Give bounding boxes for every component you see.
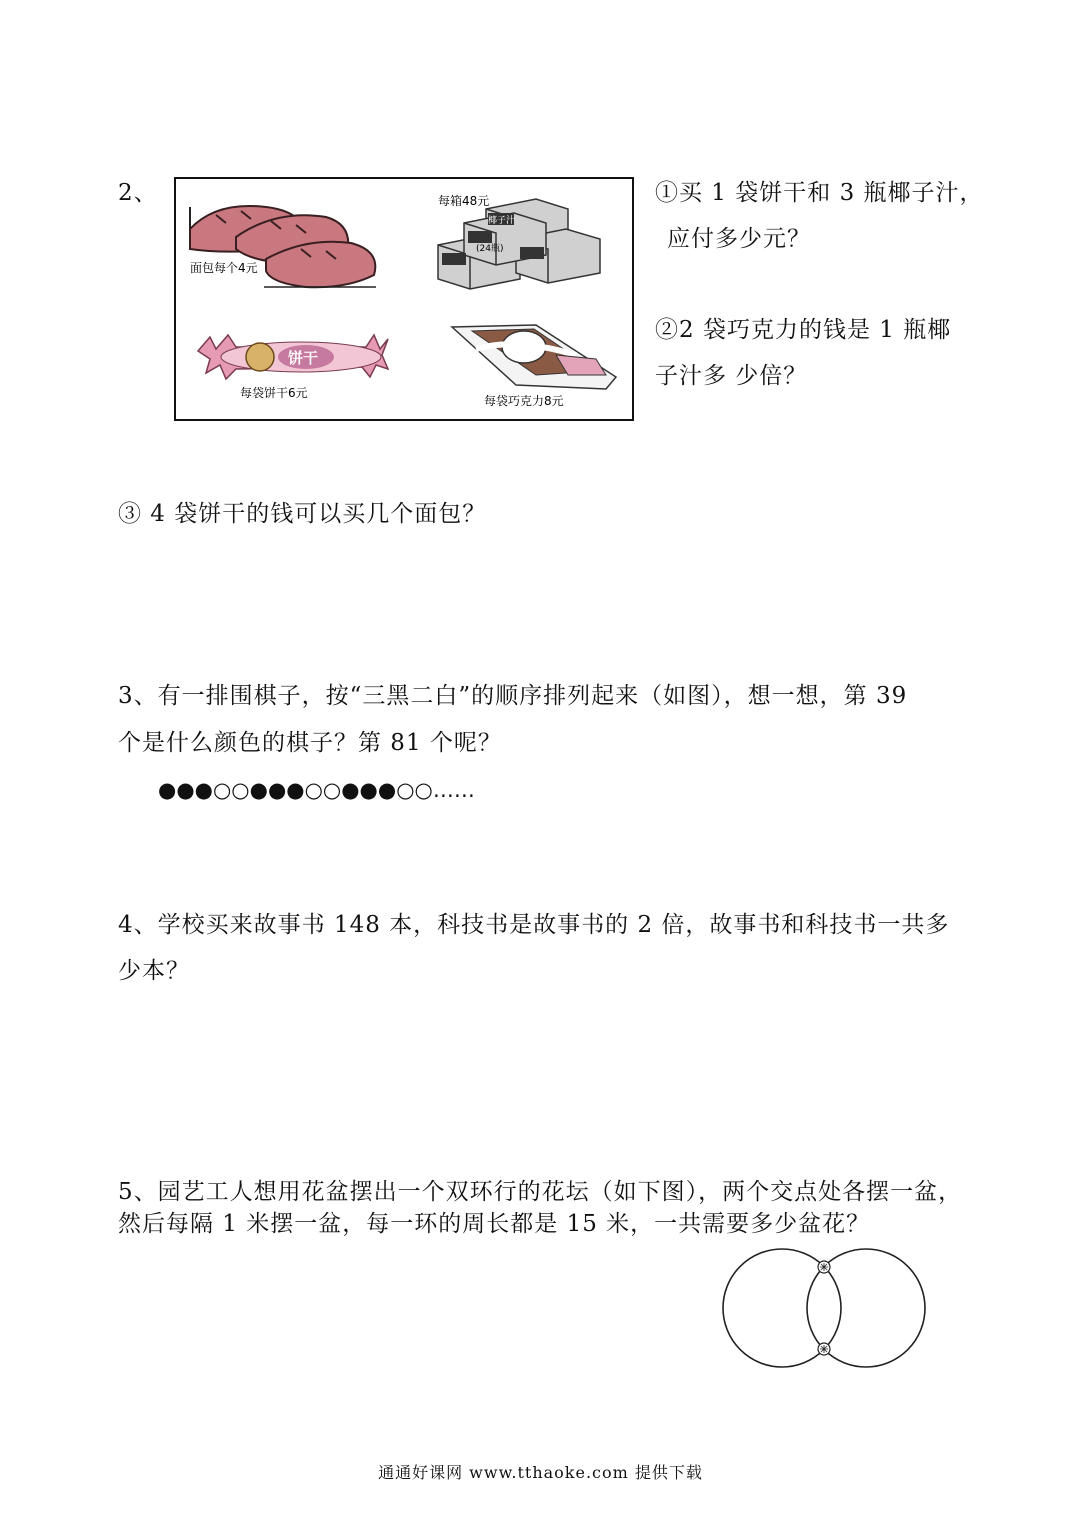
question-4-line2: 少本？ — [118, 958, 190, 984]
question-2-sub1-line2: 应付多少元？ — [667, 226, 811, 252]
chocolate-bag-image — [452, 325, 616, 389]
chocolate-caption: 每袋巧克力8元 — [484, 394, 564, 408]
double-ring-flowerbed-diagram — [718, 1246, 930, 1372]
product-illustrations — [176, 179, 632, 419]
question-4-line1: 4、学校买来故事书 148 本，科技书是故事书的 2 倍，故事书和科技书一共多 — [118, 912, 950, 938]
question-2-sub3: ③ 4 袋饼干的钱可以买几个面包？ — [118, 501, 487, 527]
question-3-line2: 个是什么颜色的棋子？第 81 个呢？ — [118, 730, 502, 756]
question-2-sub2-line1: ②2 袋巧克力的钱是 1 瓶椰 — [655, 317, 952, 343]
coconut-juice-boxes-image — [438, 199, 600, 289]
question-2-number: 2、 — [118, 180, 158, 206]
juice-box-label: 椰子汁 — [488, 216, 516, 226]
bread-image — [190, 206, 376, 287]
question-2-sub1-line1: ①买 1 袋饼干和 3 瓶椰子汁， — [655, 180, 984, 206]
go-stone-pattern: ●●●○○●●●○○●●●○○…… — [158, 778, 475, 802]
bottom-intersection-flowerpot — [818, 1343, 830, 1355]
question-3-line1: 3、有一排围棋子，按“三黑二白”的顺序排列起来（如图），想一想，第 39 — [118, 683, 908, 709]
top-intersection-flowerpot — [818, 1261, 830, 1273]
bread-caption: 面包每个4元 — [190, 261, 258, 275]
question-5-line1: 5、园艺工人想用花盆摆出一个双环行的花坛（如下图），两个交点处各摆一盆， — [118, 1179, 963, 1205]
juice-caption: 每箱48元 — [438, 194, 490, 208]
question-2-sub2-line2: 子汁多 少倍？ — [655, 363, 808, 389]
biscuit-caption: 每袋饼干6元 — [240, 386, 308, 400]
product-price-picture — [174, 177, 634, 421]
biscuit-wrapper-text: 饼干 — [288, 349, 319, 367]
juice-box-count: (24瓶) — [476, 244, 504, 254]
page-footer: 通通好课网 www.tthaoke.com 提供下载 — [378, 1463, 703, 1482]
question-5-line2: 然后每隔 1 米摆一盆，每一环的周长都是 15 米，一共需要多少盆花？ — [118, 1211, 871, 1237]
